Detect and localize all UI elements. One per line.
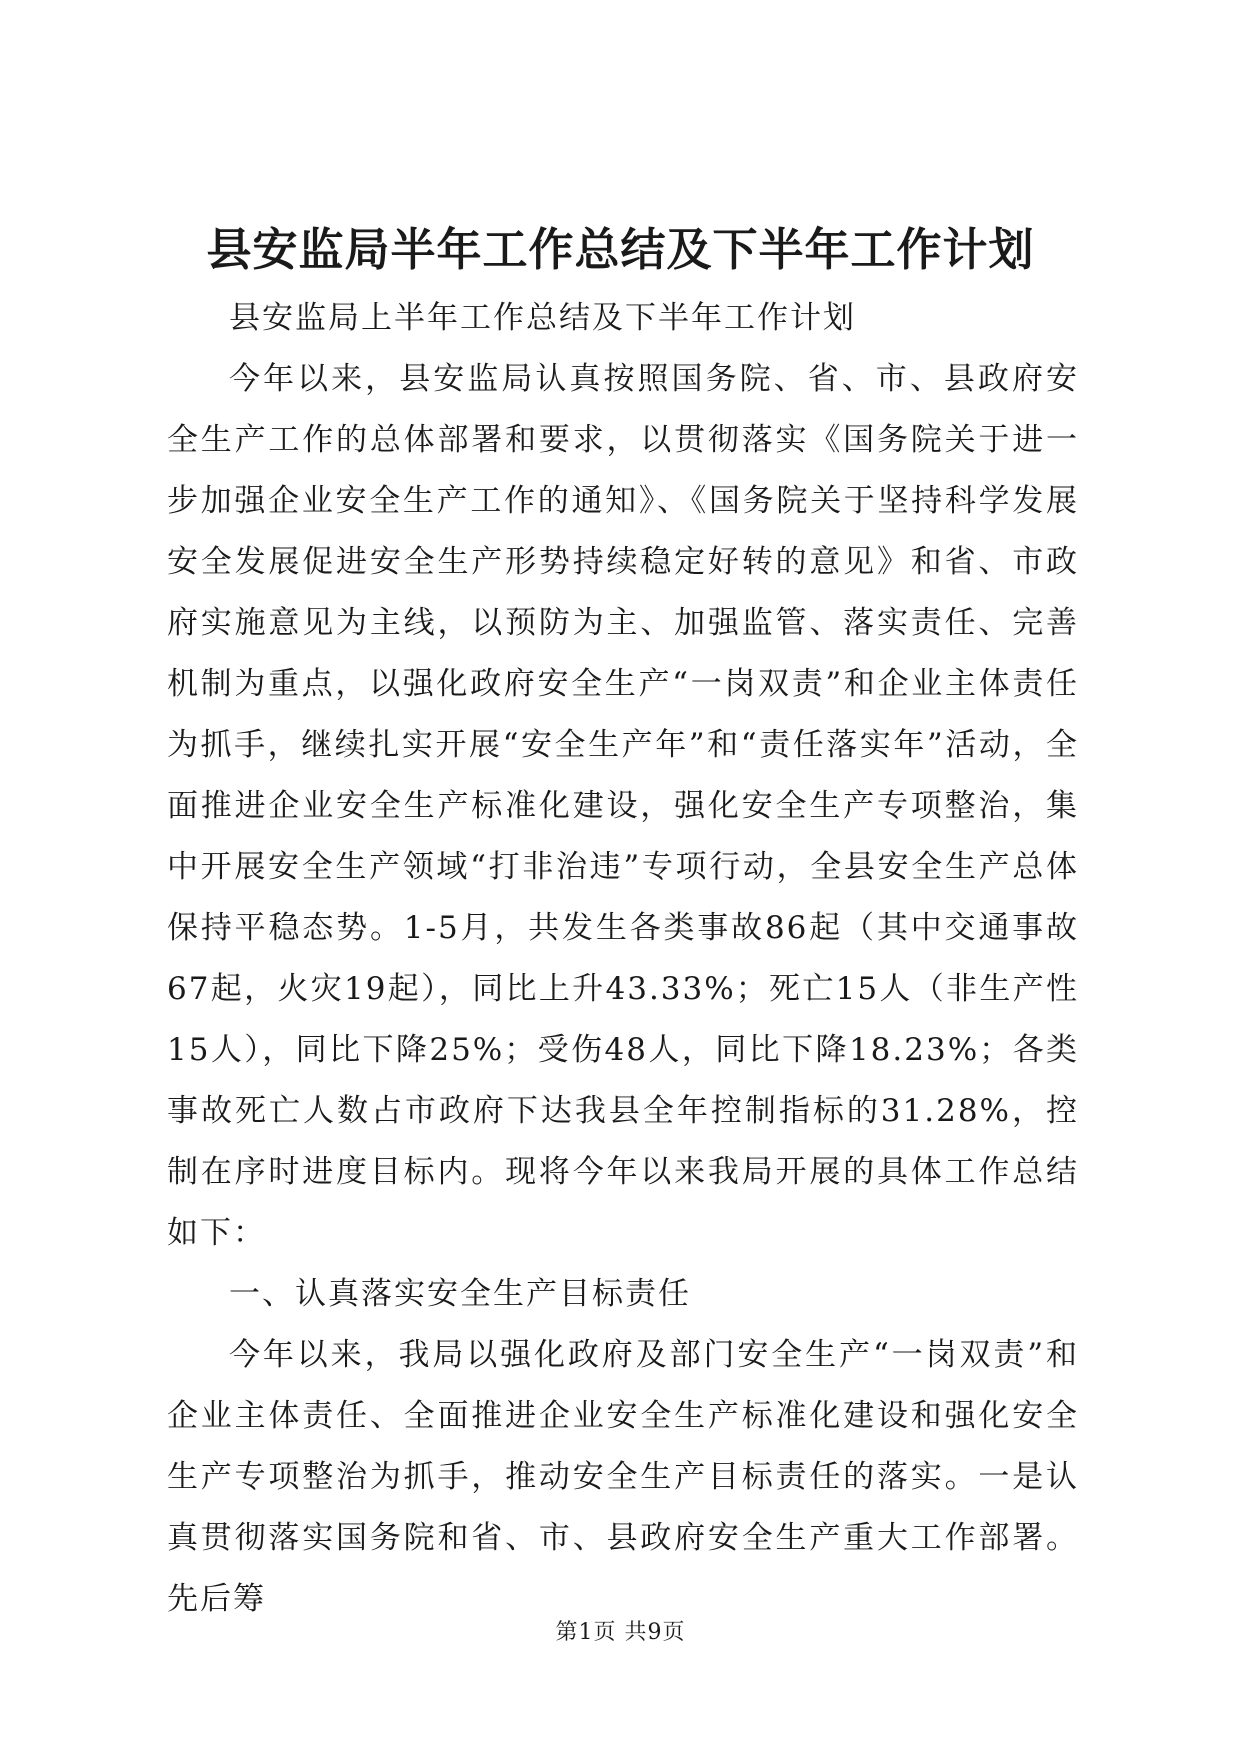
section-heading: 一、认真落实安全生产目标责任 bbox=[229, 1276, 691, 1312]
intro-paragraph: 今年以来，县安监局认真按照国务院、省、市、县政府安全生产工作的总体部署和要求，以贯彻落实《国务院关于进一步加强企业安全生产工作的通知》、《国务院关于坚持科学发展安全发展促进安全生产形势持续稳定好转的意见》和省、市政府实施意见为主线，以预防为主、加强监管、落实责任、完善机制为重点，以强化政府安全生产“一岗双责”和企业主体责任为抓手，继续扎实开展“安全生产年”和“责任落实年”活动，全面推进企业安全生产标准化建设，强化安全生产专项整治，集中开展安全生产领域“打非治违”专项行动，全县安全生产总体保持平稳态势。1-5月，共发生各类事故86起（其中交通事故67起，火灾19起），同比上升43.33%；死亡15人（非生产性15人），同比下降25%；受伤48人，同比下降18.23%；各类事故死亡人数占市政府下达我县全年控制指标的31.28%，控制在序时进度目标内。现将今年以来我局开展的具体工作总结如下： bbox=[167, 361, 1079, 1251]
document-title: 县安监局半年工作总结及下半年工作计划 bbox=[206, 223, 1035, 276]
document-body bbox=[167, 288, 1079, 1630]
page-footer: 第1页 共9页 bbox=[555, 1620, 686, 1645]
section-paragraph: 今年以来，我局以强化政府及部门安全生产“一岗双责”和企业主体责任、全面推进企业安全生产标准化建设和强化安全生产专项整治为抓手，推动安全生产目标责任的落实。一是认真贯彻落实国务院和省、市、县政府安全生产重大工作部署。先后筹 bbox=[167, 1337, 1079, 1617]
subtitle-paragraph: 县安监局上半年工作总结及下半年工作计划 bbox=[229, 300, 856, 336]
